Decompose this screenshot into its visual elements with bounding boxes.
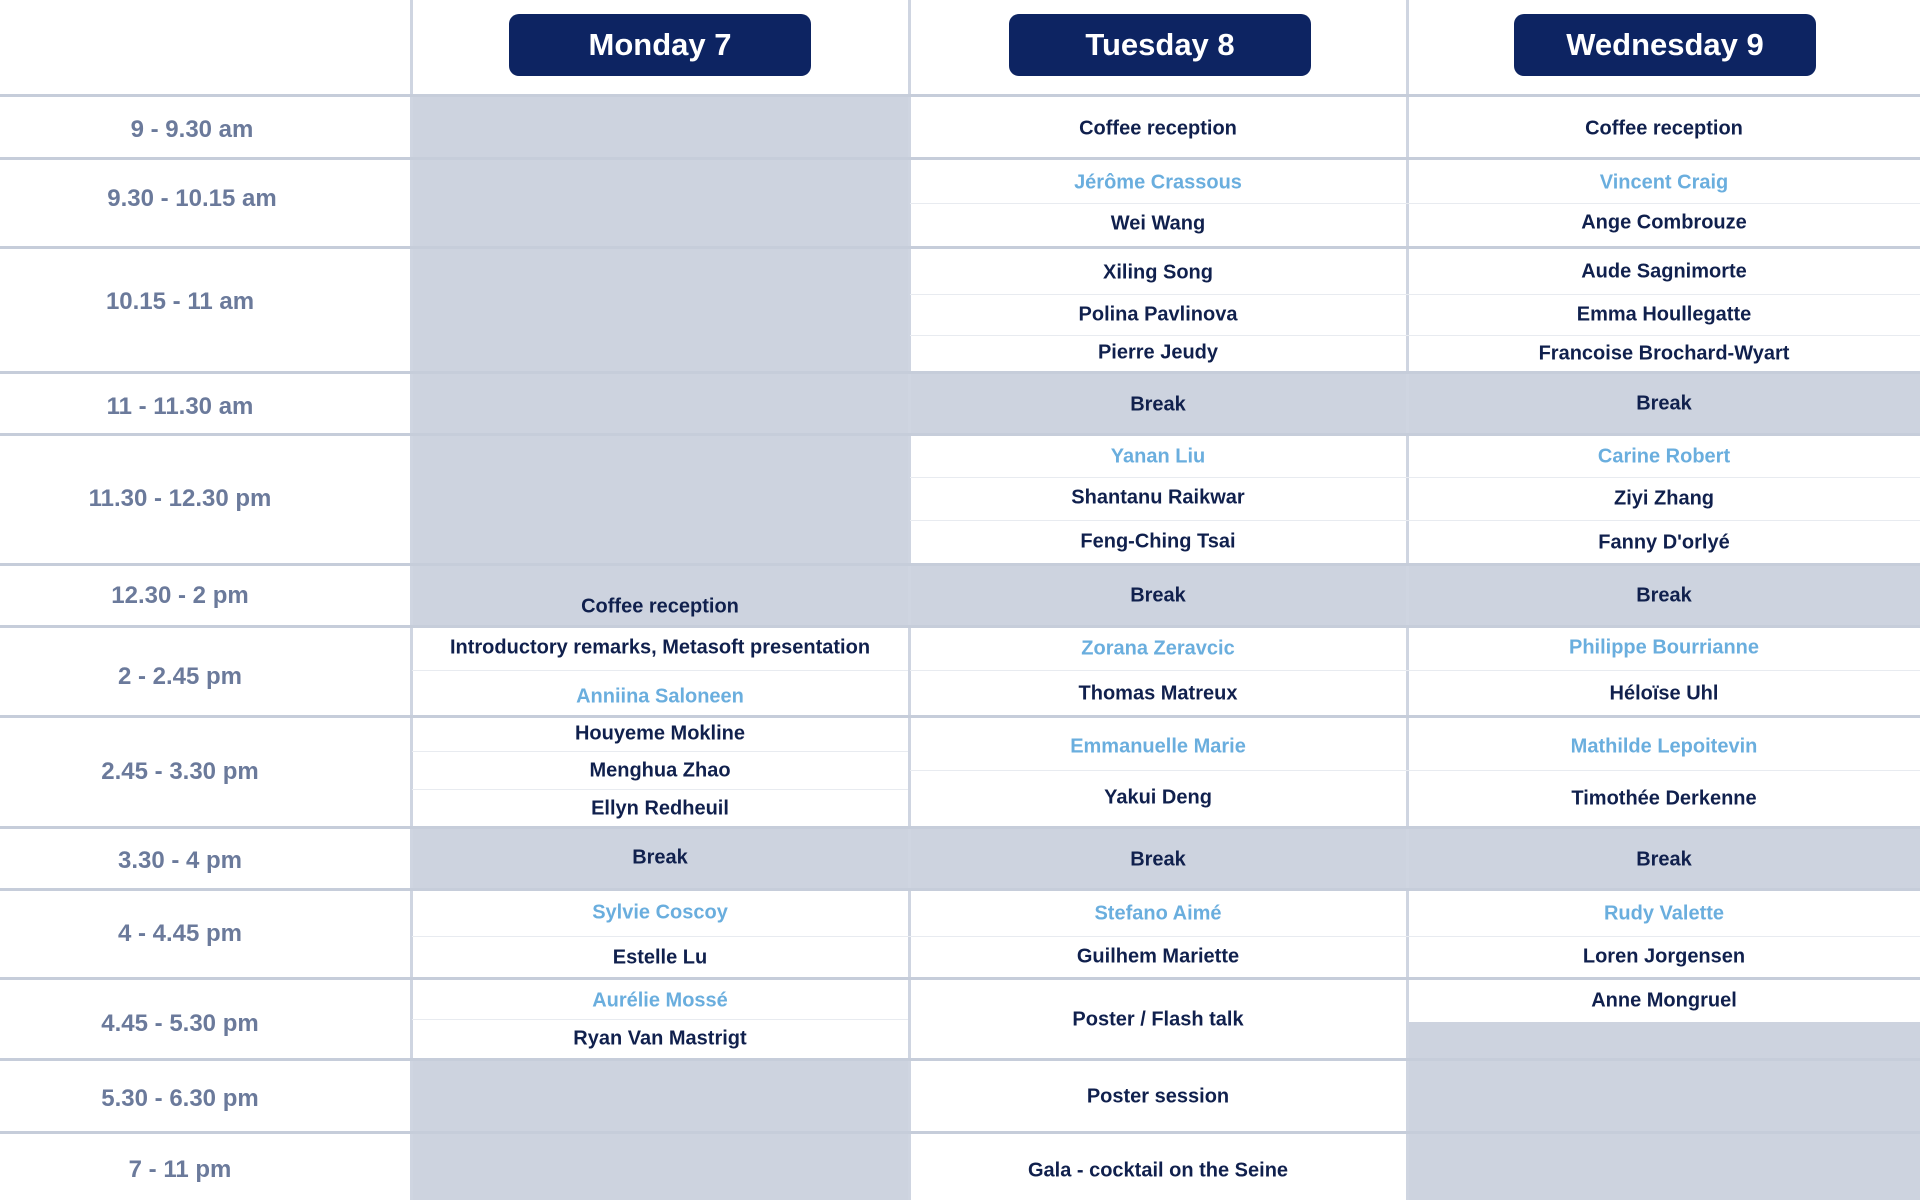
sub-row-divider — [412, 789, 908, 790]
sub-row-divider — [412, 936, 1920, 937]
time-slot-label: 9 - 9.30 am — [130, 116, 254, 143]
monday-speaker: Menghua Zhao — [589, 759, 731, 782]
day-header-monday: Monday 7 — [509, 14, 811, 76]
tuesday-session-chair: Stefano Aimé — [1094, 902, 1222, 925]
row-divider — [0, 157, 1920, 160]
row-divider — [0, 371, 1920, 374]
time-slot-label: 4 - 4.45 pm — [117, 920, 243, 947]
wednesday-empty-block — [1407, 1022, 1920, 1200]
tuesday-speaker: Shantanu Raikwar — [1071, 486, 1245, 509]
tuesday-speaker: Guilhem Mariette — [1076, 945, 1240, 968]
row-divider — [0, 888, 1920, 891]
row-divider — [0, 563, 1920, 566]
wednesday-speaker: Francoise Brochard-Wyart — [1538, 342, 1790, 365]
sub-row-divider — [910, 203, 1920, 204]
wednesday-speaker: Ziyi Zhang — [1614, 487, 1714, 510]
time-slot-label: 11.30 - 12.30 pm — [88, 485, 272, 512]
time-slot-label: 5.30 - 6.30 pm — [101, 1085, 259, 1112]
tuesday-gala: Gala - cocktail on the Seine — [1027, 1159, 1289, 1182]
wednesday-break: Break — [1636, 848, 1692, 871]
wednesday-session-chair: Carine Robert — [1597, 445, 1731, 468]
tuesday-speaker: Wei Wang — [1110, 212, 1206, 235]
time-slot-label: 10.15 - 11 am — [105, 288, 255, 315]
sub-row-divider — [910, 294, 1920, 295]
sub-row-divider — [412, 1019, 908, 1020]
wednesday-session-chair: Mathilde Lepoitevin — [1570, 735, 1758, 758]
tuesday-poster-flash-talk: Poster / Flash talk — [1072, 1008, 1244, 1031]
monday-break: Break — [632, 846, 688, 869]
tuesday-session-chair: Jérôme Crassous — [1074, 171, 1242, 194]
monday-speaker: Estelle Lu — [612, 946, 708, 969]
day-header-wednesday: Wednesday 9 — [1514, 14, 1816, 76]
wednesday-speaker: Anne Mongruel — [1591, 989, 1737, 1012]
time-slot-label: 7 - 11 pm — [128, 1156, 232, 1183]
sub-row-divider — [910, 770, 1920, 771]
sub-row-divider — [910, 335, 1920, 336]
wednesday-session-chair: Philippe Bourrianne — [1568, 636, 1760, 659]
monday-speaker: Ellyn Redheuil — [591, 797, 729, 820]
row-divider — [0, 715, 1920, 718]
wednesday-speaker: Emma Houllegatte — [1576, 303, 1752, 326]
time-slot-label: 9.30 - 10.15 am — [107, 185, 277, 212]
row-divider — [0, 826, 1920, 829]
wednesday-session-chair: Vincent Craig — [1599, 171, 1729, 194]
monday-session-chair: Aurélie Mossé — [592, 989, 728, 1012]
monday-empty-block — [411, 96, 909, 584]
time-slot-label: 3.30 - 4 pm — [117, 847, 243, 874]
time-slot-label: 12.30 - 2 pm — [111, 582, 249, 609]
tuesday-speaker: Xiling Song — [1103, 261, 1213, 284]
wednesday-break: Break — [1636, 392, 1692, 415]
tuesday-speaker: Pierre Jeudy — [1097, 341, 1219, 364]
tuesday-session-chair: Yanan Liu — [1110, 445, 1206, 468]
time-slot-label: 2 - 2.45 pm — [117, 663, 243, 690]
monday-session-chair: Sylvie Coscoy — [592, 901, 728, 924]
wednesday-speaker: Ange Combrouze — [1581, 211, 1747, 234]
wednesday-speaker: Héloïse Uhl — [1609, 682, 1719, 705]
row-divider — [0, 94, 1920, 97]
wednesday-break: Break — [1636, 584, 1692, 607]
day-header-tuesday: Tuesday 8 — [1009, 14, 1311, 76]
monday-session-chair: Anniina Saloneen — [576, 685, 744, 708]
tuesday-poster-session: Poster session — [1086, 1085, 1230, 1108]
tuesday-break: Break — [1130, 848, 1186, 871]
monday-speaker: Ryan Van Mastrigt — [573, 1027, 747, 1050]
monday-intro-remarks: Introductory remarks, Metasoft presentation — [449, 636, 871, 659]
time-slot-label: 4.45 - 5.30 pm — [101, 1010, 259, 1037]
tuesday-session-chair: Zorana Zeravcic — [1081, 637, 1235, 660]
wednesday-speaker: Aude Sagnimorte — [1581, 260, 1747, 283]
tuesday-break: Break — [1130, 584, 1186, 607]
wednesday-session-chair: Rudy Valette — [1603, 902, 1725, 925]
tuesday-speaker: Thomas Matreux — [1078, 682, 1238, 705]
wednesday-speaker: Timothée Derkenne — [1571, 787, 1757, 810]
tuesday-speaker: Yakui Deng — [1104, 786, 1212, 809]
sub-row-divider — [910, 520, 1920, 521]
row-divider — [0, 1131, 1920, 1134]
tuesday-speaker: Feng-Ching Tsai — [1080, 530, 1236, 553]
sub-row-divider — [412, 670, 908, 671]
tuesday-coffee-reception: Coffee reception — [1079, 117, 1237, 140]
column-divider — [1406, 0, 1409, 1200]
sub-row-divider — [412, 751, 908, 752]
wednesday-speaker: Loren Jorgensen — [1582, 945, 1746, 968]
monday-evening-block — [411, 1060, 909, 1200]
wednesday-coffee-reception: Coffee reception — [1585, 117, 1743, 140]
monday-speaker: Houyeme Mokline — [574, 722, 746, 745]
monday-coffee-reception: Coffee reception — [581, 595, 739, 618]
wednesday-speaker: Fanny D'orlyé — [1598, 531, 1730, 554]
sub-row-divider — [910, 477, 1920, 478]
tuesday-break: Break — [1130, 393, 1186, 416]
row-divider — [0, 625, 1920, 628]
time-slot-label: 11 - 11.30 am — [106, 393, 254, 420]
row-divider — [0, 1058, 1920, 1061]
tuesday-session-chair: Emmanuelle Marie — [1070, 735, 1246, 758]
tuesday-speaker: Polina Pavlinova — [1078, 303, 1238, 326]
row-divider — [0, 433, 1920, 436]
time-slot-label: 2.45 - 3.30 pm — [101, 758, 259, 785]
sub-row-divider — [910, 670, 1920, 671]
row-divider — [0, 977, 1920, 980]
row-divider — [0, 246, 1920, 249]
